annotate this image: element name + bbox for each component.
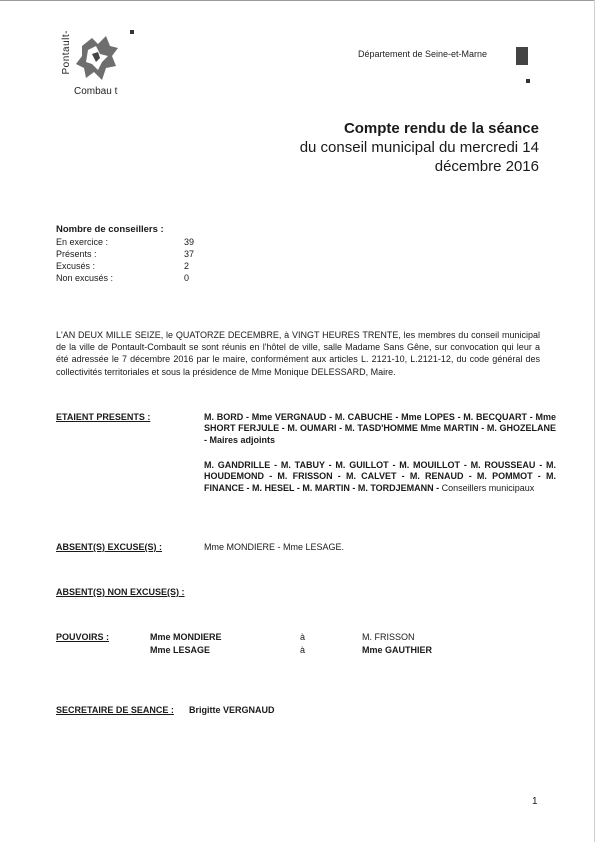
pouvoir-from: Mme LESAGE <box>150 645 211 655</box>
intro-paragraph: L'AN DEUX MILLE SEIZE, le QUATORZE DECEMBRE, à VINGT HEURES TRENTE, les membres du conseil municipal de la ville de Pontault-Combault se sont réunis en l'hôtel de ville, salle Madame Sans Gêne, sur convocation qui leur a été adressée le 7 décembre 2016 par le maire, conformément aux articles L. 2121-10, L.2121-12, du code général des collectivités territoriales et sous la présidence de Mme Monique DELESSARD, Maire. <box>56 330 540 377</box>
adjoints-names: M. BORD - Mme VERGNAUD - M. CABUCHE - Mme LOPES - M. BECQUART - Mme SHORT FERJULE - M. OUMARI - M. TASD'HOMME Mme MARTIN - M. GHOZELANE - <box>204 412 556 445</box>
title-line-1: Compte rendu de la séance <box>343 120 539 137</box>
department-label: Département de Seine-et-Marne <box>358 49 488 59</box>
council-counts <box>56 224 214 284</box>
department-mark <box>516 47 528 65</box>
count-value: 37 <box>184 249 195 259</box>
title-line-2: du conseil municipal du mercredi 14 <box>299 139 539 156</box>
count-value: 2 <box>184 261 190 271</box>
conseillers-names: M. GANDRILLE - M. TABUY - M. GUILLOT - M. MOUILLOT - M. ROUSSEAU - M. HOUDEMOND - M. FRISSON - M. CALVET - M. RENAUD - M. POMMOT - M. FINANCE - M. HESEL - M. MARTIN - M. TORDJEMANN - <box>204 460 556 493</box>
conseillers-list <box>204 460 556 494</box>
conseillers-role: Conseillers municipaux <box>441 482 535 493</box>
count-row <box>56 260 214 272</box>
adjoints-role: Maires adjoints <box>209 434 276 445</box>
count-row <box>56 248 214 260</box>
pouvoir-a: à <box>300 632 306 642</box>
count-value: 0 <box>184 273 190 283</box>
secretaire-label: SECRETAIRE DE SEANCE : <box>56 705 174 715</box>
count-label: En exercice : <box>56 237 109 247</box>
document-title <box>219 119 539 176</box>
absents-excuses-value: Mme MONDIERE - Mme LESAGE. <box>204 542 345 552</box>
pouvoir-from: Mme MONDIERE <box>150 632 222 642</box>
absents-non-excuses-label: ABSENT(S) NON EXCUSE(S) : <box>56 587 185 597</box>
count-label: Non excusés : <box>56 273 114 283</box>
logo-vertical-text: Pontault- <box>61 30 72 75</box>
presents-label: ETAIENT PRESENTS : <box>56 412 151 422</box>
count-label: Présents : <box>56 249 97 259</box>
logo-dot <box>130 30 134 34</box>
pouvoir-a: à <box>300 645 306 655</box>
count-label: Excusés : <box>56 261 96 271</box>
department-dot <box>526 79 530 83</box>
counts-heading: Nombre de conseillers : <box>56 224 164 235</box>
pouvoirs-label: POUVOIRS : <box>56 632 110 642</box>
secretaire-value: Brigitte VERGNAUD <box>189 705 275 715</box>
title-line-3: décembre 2016 <box>434 158 539 175</box>
page-number: 1 <box>532 796 538 807</box>
pouvoir-to: Mme GAUTHIER <box>362 645 433 655</box>
count-row <box>56 236 214 248</box>
logo-bottom-text: Combau t <box>74 86 118 97</box>
adjoints-list <box>204 412 556 446</box>
pouvoir-to: M. FRISSON <box>362 632 415 642</box>
count-value: 39 <box>184 237 195 247</box>
count-row <box>56 272 214 284</box>
absents-excuses-label: ABSENT(S) EXCUSE(S) : <box>56 542 163 552</box>
